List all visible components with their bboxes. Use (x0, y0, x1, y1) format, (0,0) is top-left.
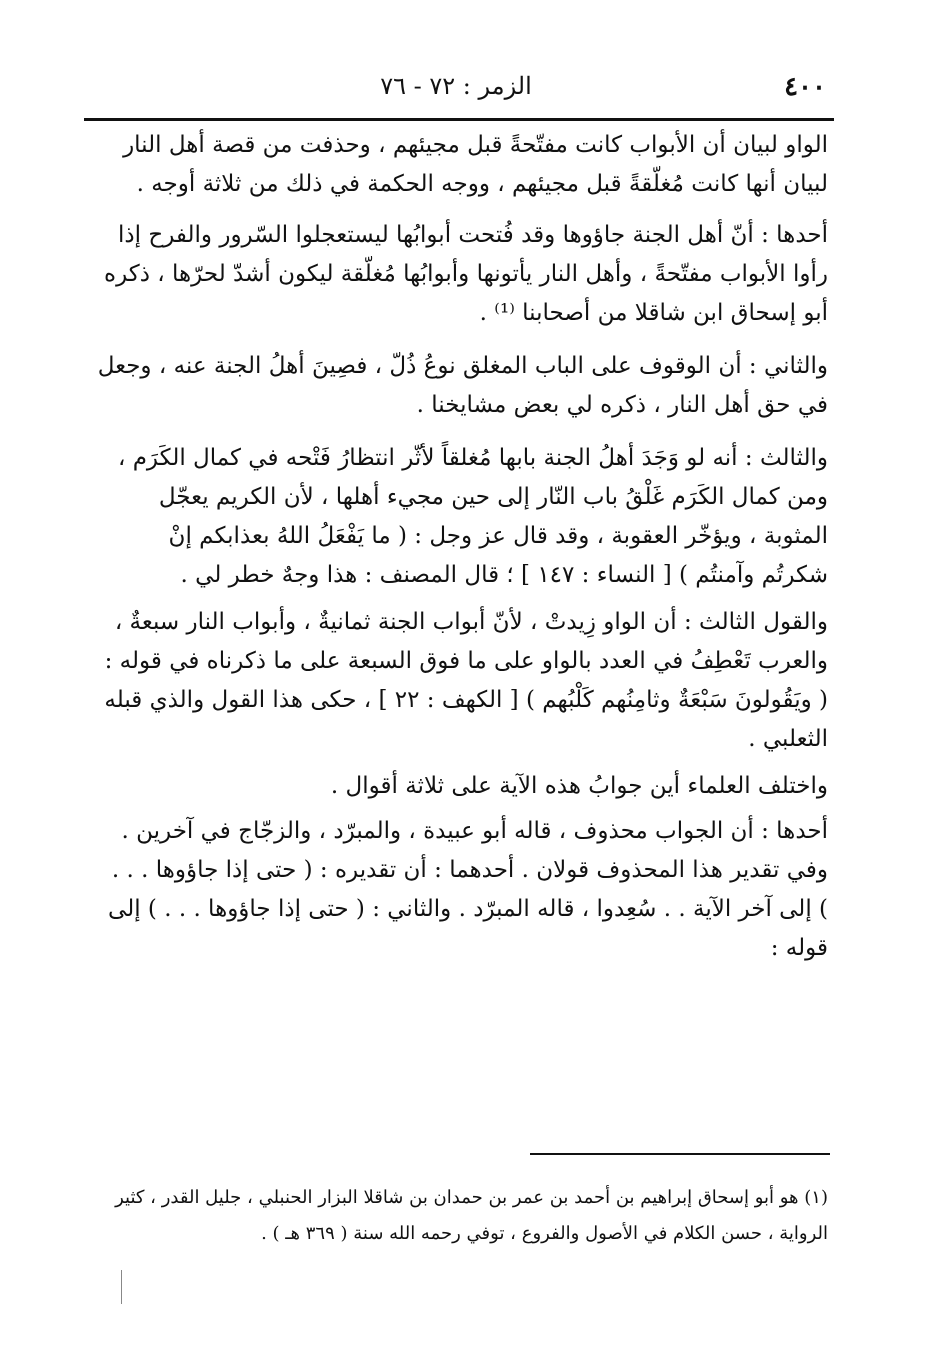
paragraph: والقول الثالث : أن الواو زِيدتْ ، لأنّ أبواب الجنة ثمانيةٌ ، وأبواب النار سبعةٌ ، والعرب تَعْطِفُ في العدد بالواو على ما فوق السبعة على ما ذكرناه في قوله : ( ويَقُولونَ سَبْعَةٌ وثامِنُهم كَلْبُهم ) [ الكهف : ٢٢ ] ، حكى هذا القول والذي قبله الثعلبي . (104, 609, 828, 752)
running-head: الزمر : ٧٢ - ٧٦ (380, 72, 532, 100)
page-header (86, 62, 826, 112)
main-text (96, 126, 828, 968)
footnote: (١) هو أبو إسحاق إبراهيم بن أحمد بن عمر بن حمدان بن شاقلا البزار الحنبلي ، جليل القدر ، كثير الرواية ، حسن الكلام في الأصول والفروع ، توفي رحمه الله سنة ( ٣٦٩ هـ ) . (115, 1187, 828, 1244)
header-rule (84, 118, 834, 121)
scan-artifact-line (121, 1270, 122, 1304)
paragraph: والثالث : أنه لو وَجَدَ أهلُ الجنة بابها مُغلقاً لأثّر انتظارُ فَتْحه في كمال الكَرَم ، ومن كمال الكَرَم غَلْقُ باب النّار إلى حين مجيء أهلها ، لأن الكريم يعجّل المثوبة ، ويؤخّر العقوبة ، وقد قال عز وجل : ( ما يَفْعَلُ اللهُ بعذابكم إنْ شكرتُم وآمنتُم ) [ النساء : ١٤٧ ] ؛ قال المصنف : هذا وجهٌ خطر لي . (117, 445, 828, 588)
paragraph: الواو لبيان أن الأبواب كانت مفتّحةً قبل مجيئهم ، وحذفت من قصة أهل النار لبيان أنها كانت مُغلّقةً قبل مجيئهم ، ووجه الحكمة في ذلك من ثلاثة أوجه . (123, 132, 828, 197)
paragraph: أحدها : أنّ أهل الجنة جاؤوها وقد فُتحت أبوابُها ليستعجلوا السّرور والفرح إذا رأوا الأبواب مفتّحةً ، وأهل النار يأتونها وأبوابُها مُغلّقة ليكون أشدّ لحرّها ، ذكره أبو إسحاق ابن شاقلا من أصحابنا ⁽¹⁾ . (104, 222, 828, 326)
page-number: ٤٠٠ (784, 72, 826, 102)
paragraph: والثاني : أن الوقوف على الباب المغلق نوعُ ذُلّ ، فصِينَ أهلُ الجنة عنه ، وجعل في حق أهل النار ، ذكره لي بعض مشايخنا . (97, 353, 828, 418)
paragraph: واختلف العلماء أين جوابُ هذه الآية على ثلاثة أقوال . (330, 773, 828, 799)
footnote-rule (530, 1153, 830, 1155)
paragraph: أحدها : أن الجواب محذوف ، قاله أبو عبيدة ، والمبرّد ، والزجّاج في آخرين . وفي تقدير هذا المحذوف قولان . أحدهما : أن تقديره : ( حتى إذا جاؤوها . . . ) إلى آخر الآية . . سُعِدوا ، قاله المبرّد . والثاني : ( حتى إذا جاؤوها . . . ) إلى قوله : (108, 818, 828, 961)
